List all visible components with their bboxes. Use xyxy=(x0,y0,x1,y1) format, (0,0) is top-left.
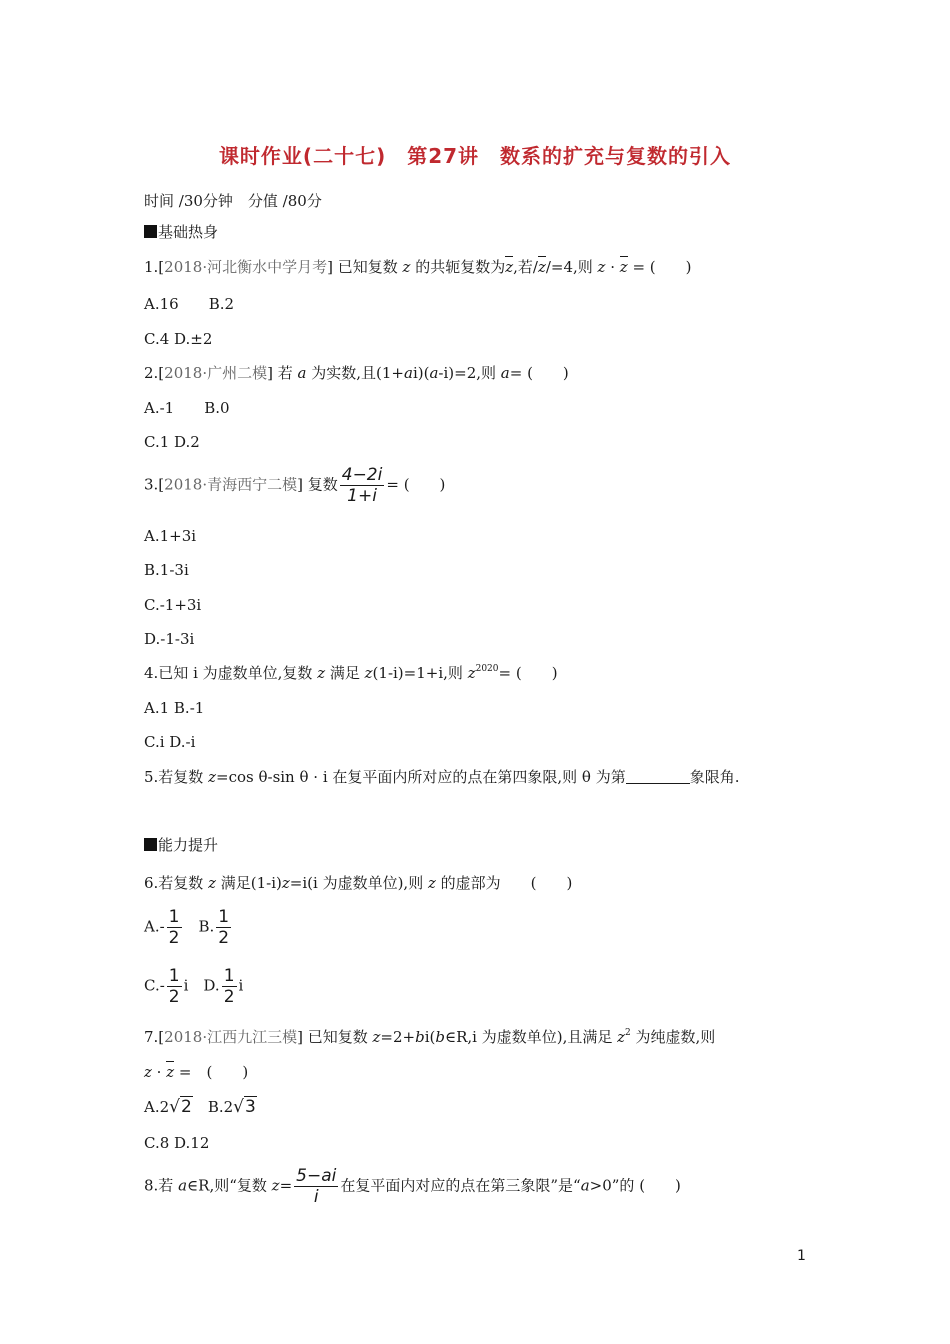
q3-option-d: D.-1-3i xyxy=(144,630,195,648)
q4-options-cd: C.i D.-i xyxy=(144,733,196,751)
q8-fraction: $\frac{5-ai}{i}$ xyxy=(296,1166,337,1207)
question-1: 1.[2018·河北衡水中学月考] 已知复数 z 的共轭复数为z,若/z/=4,则 z · z = ( ) xyxy=(144,258,692,276)
q3-option-a: A.1+3i xyxy=(144,527,197,545)
q2-options-ab: A.-1 B.0 xyxy=(144,399,230,417)
q2-options-cd: C.1 D.2 xyxy=(144,433,200,451)
section-marker-icon xyxy=(144,225,157,238)
q1-options-ab: A.16 B.2 xyxy=(144,295,235,313)
fraction-one-half: $\frac{1}{2}$ xyxy=(218,907,230,948)
page-title: 课时作业(二十七) 第27讲 数系的扩充与复数的引入 xyxy=(218,144,732,168)
q6-options-cd: C.- $\frac{1}{2}$ i D. $\frac{1}{2}$ i xyxy=(144,966,244,1007)
question-8: 8.若 a∈R,则“复数 z= $\frac{5-ai}{i}$ 在复平面内对应的点在第三象限”是“a>0”的 ( ) xyxy=(144,1166,681,1207)
answer-blank[interactable] xyxy=(626,769,690,784)
page-number: 1 xyxy=(797,1248,806,1264)
section-basic: 基础热身 xyxy=(144,222,218,242)
question-4: 4.已知 i 为虚数单位,复数 z 满足 z(1-i)=1+i,则 $z^{2020}=$ ( ) xyxy=(144,664,558,682)
q6-options-ab: A.- $\frac{1}{2}$ B. $\frac{1}{2}$ xyxy=(144,907,230,948)
question-7: 7.[2018·江西九江三模] 已知复数 z=2+bi(b∈R,i 为虚数单位),且满足 $z^2$ 为纯虚数,则 xyxy=(144,1028,716,1046)
fraction-one-half: $\frac{1}{2}$ xyxy=(168,907,180,948)
fraction-one-half: $\frac{1}{2}$ xyxy=(168,966,180,1007)
sqrt-three: √3 xyxy=(233,1097,256,1117)
question-6: 6.若复数 z 满足(1-i)z=i(i 为虚数单位),则 z 的虚部为 ( ) xyxy=(144,874,573,892)
q1-options-cd: C.4 D.±2 xyxy=(144,330,213,348)
fraction-one-half: $\frac{1}{2}$ xyxy=(223,966,235,1007)
question-3: 3.[2018·青海西宁二模] 复数 $\frac{4-2i}{1+i}$ = ( ) xyxy=(144,465,446,506)
q7-options-cd: C.8 D.12 xyxy=(144,1134,210,1152)
q7-options-ab: A.2√2 B.2√3 xyxy=(144,1097,256,1117)
question-5: 5.若复数 z=cos θ-sin θ · i 在复平面内所对应的点在第四象限,则 θ 为第 象限角. xyxy=(144,768,740,786)
meta-info: 时间 /30分钟 分值 /80分 xyxy=(144,192,322,210)
q3-option-c: C.-1+3i xyxy=(144,596,202,614)
q3-option-b: B.1-3i xyxy=(144,561,189,579)
sqrt-two: √2 xyxy=(169,1097,192,1117)
question-7-line-2: z · z = ( ) xyxy=(144,1063,249,1081)
section-advanced: 能力提升 xyxy=(144,835,218,855)
q3-fraction: $\frac{4-2i}{1+i}$ xyxy=(341,465,383,506)
q4-options-ab: A.1 B.-1 xyxy=(144,699,205,717)
section-marker-icon xyxy=(144,838,157,851)
question-2: 2.[2018·广州二模] 若 a 为实数,且(1+ai)(a-i)=2,则 a= ( ) xyxy=(144,364,569,382)
